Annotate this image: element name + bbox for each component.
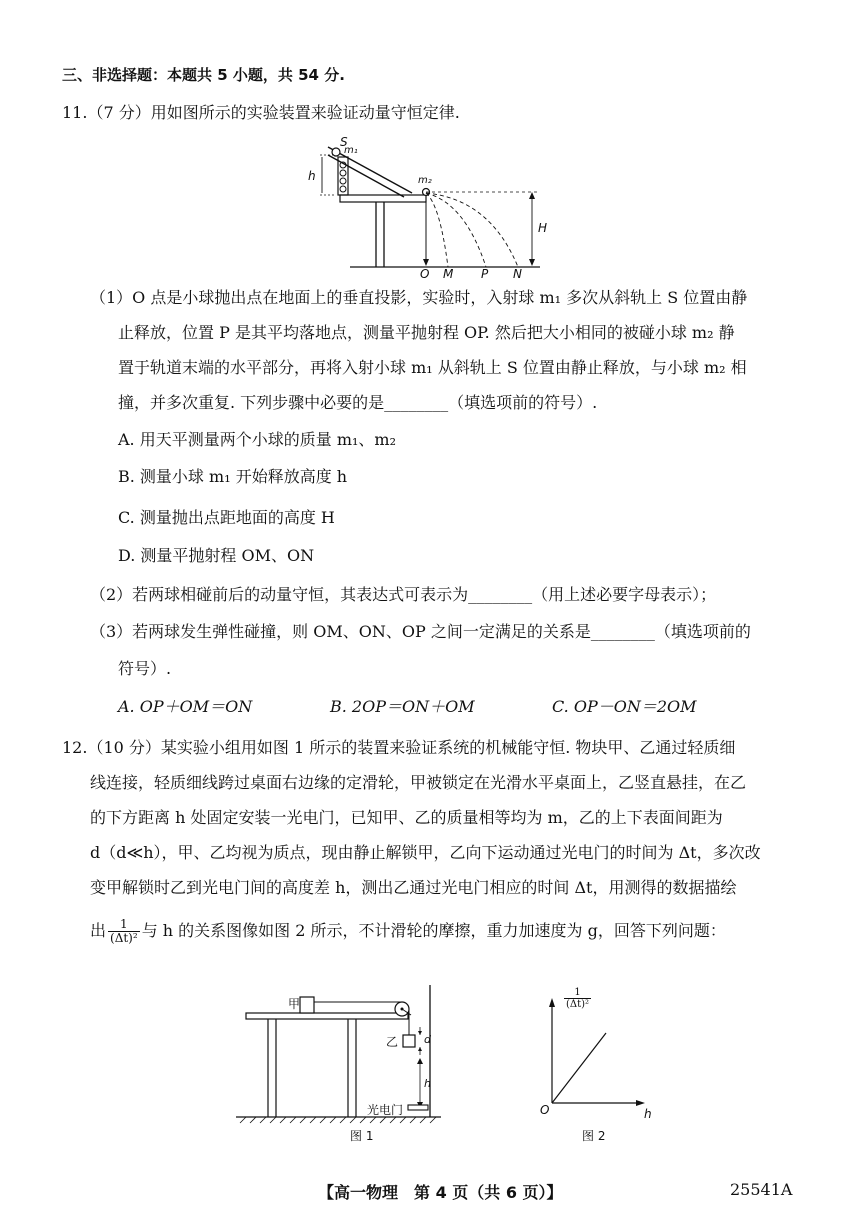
photogate xyxy=(408,1105,428,1110)
label-P: P xyxy=(481,267,489,281)
figure-1 xyxy=(236,985,446,1145)
section-header: 三、非选择题：本题共 5 小题，共 54 分. xyxy=(62,66,345,84)
data-line xyxy=(552,1033,606,1103)
fraction-denominator: (Δt)² xyxy=(110,931,138,946)
fraction-numerator: 1 xyxy=(108,918,140,932)
q12-line1: 12.（10 分）某实验小组用如图 1 所示的装置来验证系统的机械能守恒. 物块甲、乙通过轻质细 xyxy=(62,738,736,757)
q12-line6 xyxy=(90,918,726,945)
label-M: M xyxy=(443,267,454,281)
label-m1: m₁ xyxy=(344,145,358,156)
y-axis-label-numerator: 1 xyxy=(564,987,591,999)
incline-track-bottom xyxy=(328,155,404,197)
table-top xyxy=(246,1013,408,1019)
q11-part3-option-b: B. 2OP＝ON＋OM xyxy=(330,697,475,716)
q12-line4: d（d≪h），甲、乙均视为质点，现由静止解锁甲，乙向下运动通过光电门的时间为 Δt，多次改 xyxy=(90,843,761,862)
label-h: h xyxy=(308,169,316,183)
q11-part3-line2: 符号）. xyxy=(118,659,172,678)
block-yi xyxy=(403,1035,415,1047)
q11-option-c: C. 测量抛出点距地面的高度 H xyxy=(118,508,335,527)
label-N: N xyxy=(513,267,522,281)
q12-line6-suffix: 与 h 的关系图像如图 2 所示，不计滑轮的摩擦，重力加速度为 g，回答下列问题： xyxy=(141,921,726,941)
inverse-dt-squared-fraction xyxy=(108,918,140,945)
q11-option-b: B. 测量小球 m₁ 开始释放高度 h xyxy=(118,467,348,486)
trajectory-n xyxy=(426,193,518,267)
label-d: d xyxy=(424,1033,431,1046)
q11-p1-line3: 置于轨道末端的水平部分，再将入射小球 m₁ 从斜轨上 S 位置由静止释放，与小球 m₂ 相 xyxy=(118,358,747,377)
label-photogate: 光电门 xyxy=(367,1103,404,1117)
horizontal-track xyxy=(340,195,426,202)
figure-1-caption: 图 1 xyxy=(350,1129,374,1143)
q11-option-d: D. 测量平抛射程 OM、ON xyxy=(118,546,315,565)
q12-line6-prefix: 出 xyxy=(90,921,107,941)
exam-code: 25541A xyxy=(730,1180,793,1199)
q11-p1-line4: 撞，并多次重复. 下列步骤中必要的是________（填选项前的符号）. xyxy=(118,393,598,412)
q11-p1-line2: 止释放，位置 P 是其平均落地点，测量平抛射程 OP. 然后把大小相同的被碰小球 m₂ 静 xyxy=(118,323,735,342)
label-H: H xyxy=(538,221,548,235)
q11-option-a: A. 用天平测量两个小球的质量 m₁、m₂ xyxy=(118,430,396,449)
y-axis-label xyxy=(564,987,591,1010)
label-yi: 乙 xyxy=(386,1035,399,1049)
label-s: S xyxy=(340,135,348,149)
figure-2-caption: 图 2 xyxy=(582,1129,606,1143)
q11-stem: 11.（7 分）用如图所示的实验装置来验证动量守恒定律. xyxy=(62,103,460,122)
q11-part3-line1: （3）若两球发生弹性碰撞，则 OM、ON、OP 之间一定满足的关系是________（填选项前的 xyxy=(90,622,751,641)
incline-track-top xyxy=(328,147,412,193)
y-axis-label-denominator: (Δt)² xyxy=(566,999,590,1010)
q11-p1-line1: （1）O 点是小球抛出点在地面上的垂直投影，实验时，入射球 m₁ 多次从斜轨上 S 位置由静 xyxy=(90,288,748,307)
trajectory-m xyxy=(426,193,448,267)
label-h-fig1: h xyxy=(424,1077,431,1090)
block-jia xyxy=(300,997,314,1013)
label-m2: m₂ xyxy=(418,175,432,186)
x-axis-label: h xyxy=(644,1107,652,1121)
q11-part3-option-a: A. OP＋OM＝ON xyxy=(118,697,253,716)
q11-part2: （2）若两球相碰前后的动量守恒，其表达式可表示为________（用上述必要字母表示）； xyxy=(90,585,717,604)
label-jia: 甲 xyxy=(288,997,301,1011)
q11-figure xyxy=(300,135,560,283)
q12-line2: 线连接，轻质细线跨过桌面右边缘的定滑轮，甲被锁定在光滑水平桌面上，乙竖直悬挂，在乙 xyxy=(90,773,747,792)
q12-line3: 的下方距离 h 处固定安装一光电门，已知甲、乙的质量相等均为 m，乙的上下表面间距为 xyxy=(90,808,723,827)
label-O: O xyxy=(420,267,430,281)
q12-line5: 变甲解锁时乙到光电门间的高度差 h，测出乙通过光电门相应的时间 Δt，用测得的数据描绘 xyxy=(90,878,737,897)
figure-2 xyxy=(534,985,654,1145)
page-footer: 【高一物理 第 4 页（共 6 页）】 xyxy=(318,1183,563,1202)
origin-label: O xyxy=(540,1103,550,1117)
q11-part3-option-c: C. OP－ON＝2OM xyxy=(552,697,697,716)
trajectory-p xyxy=(426,193,486,267)
